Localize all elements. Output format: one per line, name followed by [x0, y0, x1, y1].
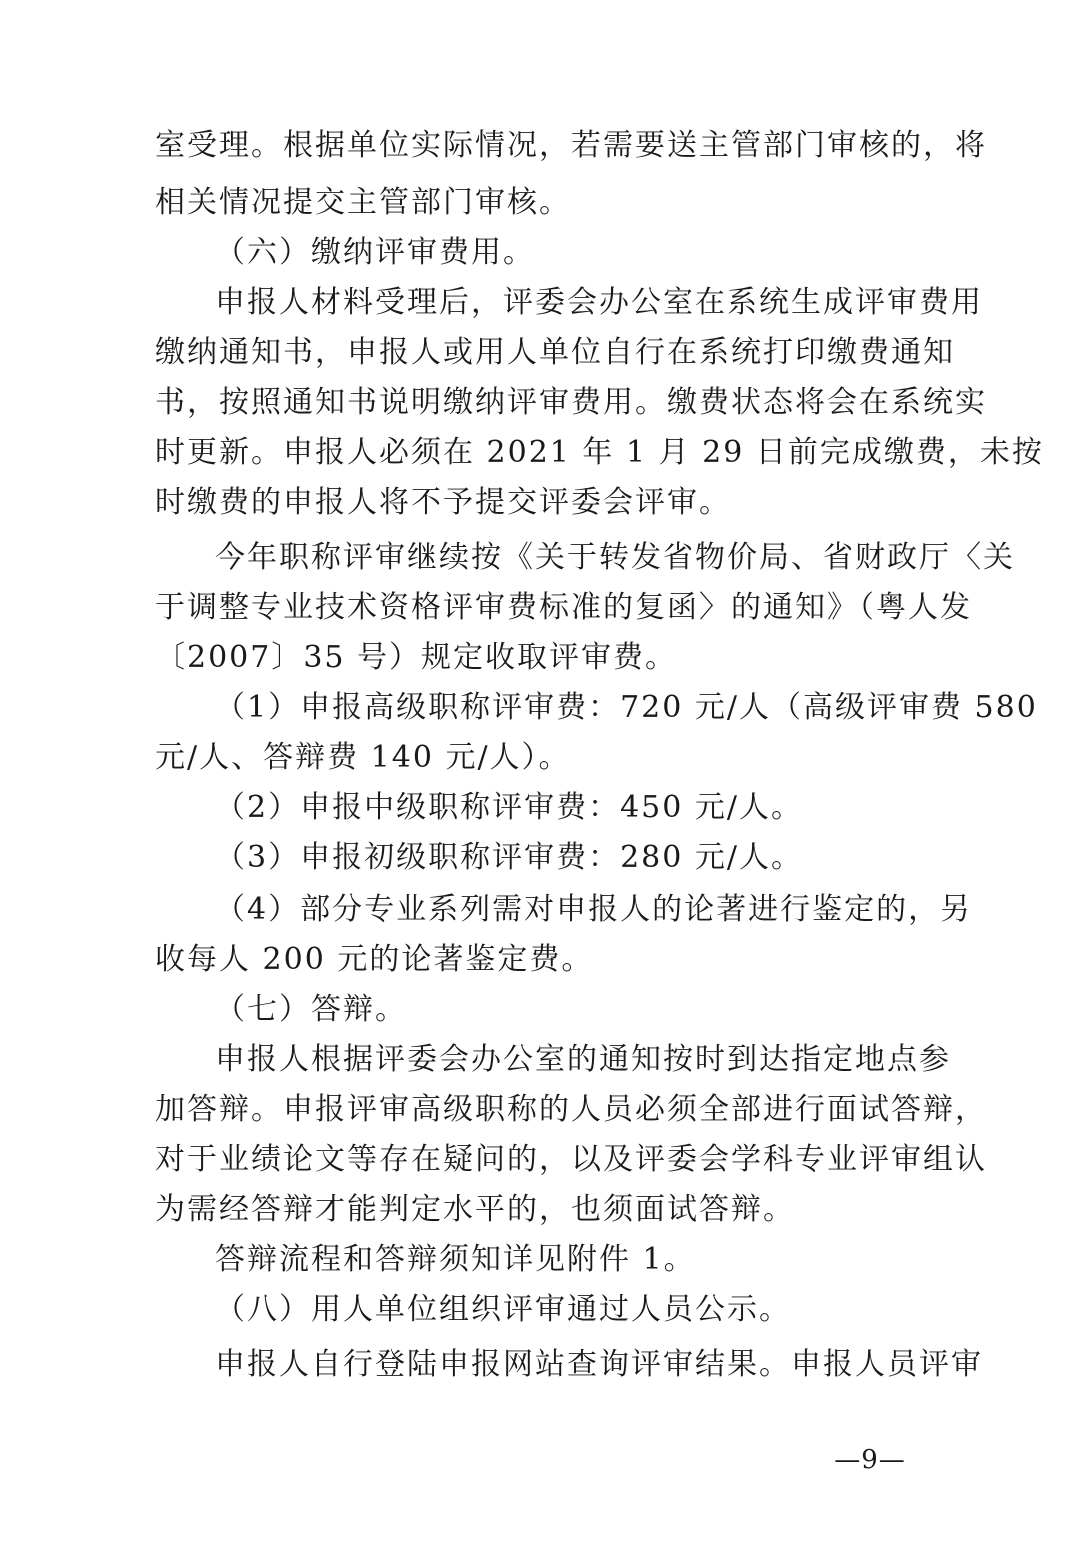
- text-line: 答辩流程和答辩须知详见附件 1。: [215, 1242, 696, 1277]
- text-line: 今年职称评审继续按《关于转发省物价局、省财政厅〈关: [215, 540, 1015, 575]
- text-line: 收每人 200 元的论著鉴定费。: [155, 942, 594, 977]
- text-line: 申报人自行登陆申报网站查询评审结果。申报人员评审: [215, 1347, 983, 1382]
- text-line: 〔2007〕35 号）规定收取评审费。: [155, 640, 678, 675]
- text-line: 时缴费的申报人将不予提交评委会评审。: [155, 485, 731, 520]
- list-item: （4）部分专业系列需对申报人的论著进行鉴定的，另: [215, 892, 973, 927]
- page-number: —9—: [834, 1445, 906, 1475]
- text-line: 申报人材料受理后，评委会办公室在系统生成评审费用: [215, 285, 983, 320]
- text-line: 加答辩。申报评审高级职称的人员必须全部进行面试答辩，: [155, 1092, 987, 1127]
- text-line: 缴纳通知书，申报人或用人单位自行在系统打印缴费通知: [155, 335, 955, 370]
- text-line: 相关情况提交主管部门审核。: [155, 185, 571, 220]
- list-item: （1）申报高级职称评审费：720 元/人（高级评审费 580: [215, 690, 1038, 725]
- section-heading: （八）用人单位组织评审通过人员公示。: [215, 1292, 791, 1327]
- text-line: 对于业绩论文等存在疑问的，以及评委会学科专业评审组认: [155, 1142, 987, 1177]
- list-item: （2）申报中级职称评审费：450 元/人。: [215, 790, 803, 825]
- text-line: 元/人、答辩费 140 元/人）。: [155, 740, 571, 775]
- section-heading: （六）缴纳评审费用。: [215, 235, 535, 270]
- text-line: 于调整专业技术资格评审费标准的复函〉的通知》（粤人发: [155, 590, 972, 625]
- list-item: （3）申报初级职称评审费：280 元/人。: [215, 840, 803, 875]
- text-line: 申报人根据评委会办公室的通知按时到达指定地点参: [215, 1042, 951, 1077]
- text-line: 为需经答辩才能判定水平的，也须面试答辩。: [155, 1192, 795, 1227]
- text-line: 书，按照通知书说明缴纳评审费用。缴费状态将会在系统实: [155, 385, 987, 420]
- text-line: 时更新。申报人必须在 2021 年 1 月 29 日前完成缴费，未按: [155, 435, 1044, 470]
- section-heading: （七）答辩。: [215, 992, 407, 1027]
- text-line: 室受理。根据单位实际情况，若需要送主管部门审核的，将: [155, 128, 987, 163]
